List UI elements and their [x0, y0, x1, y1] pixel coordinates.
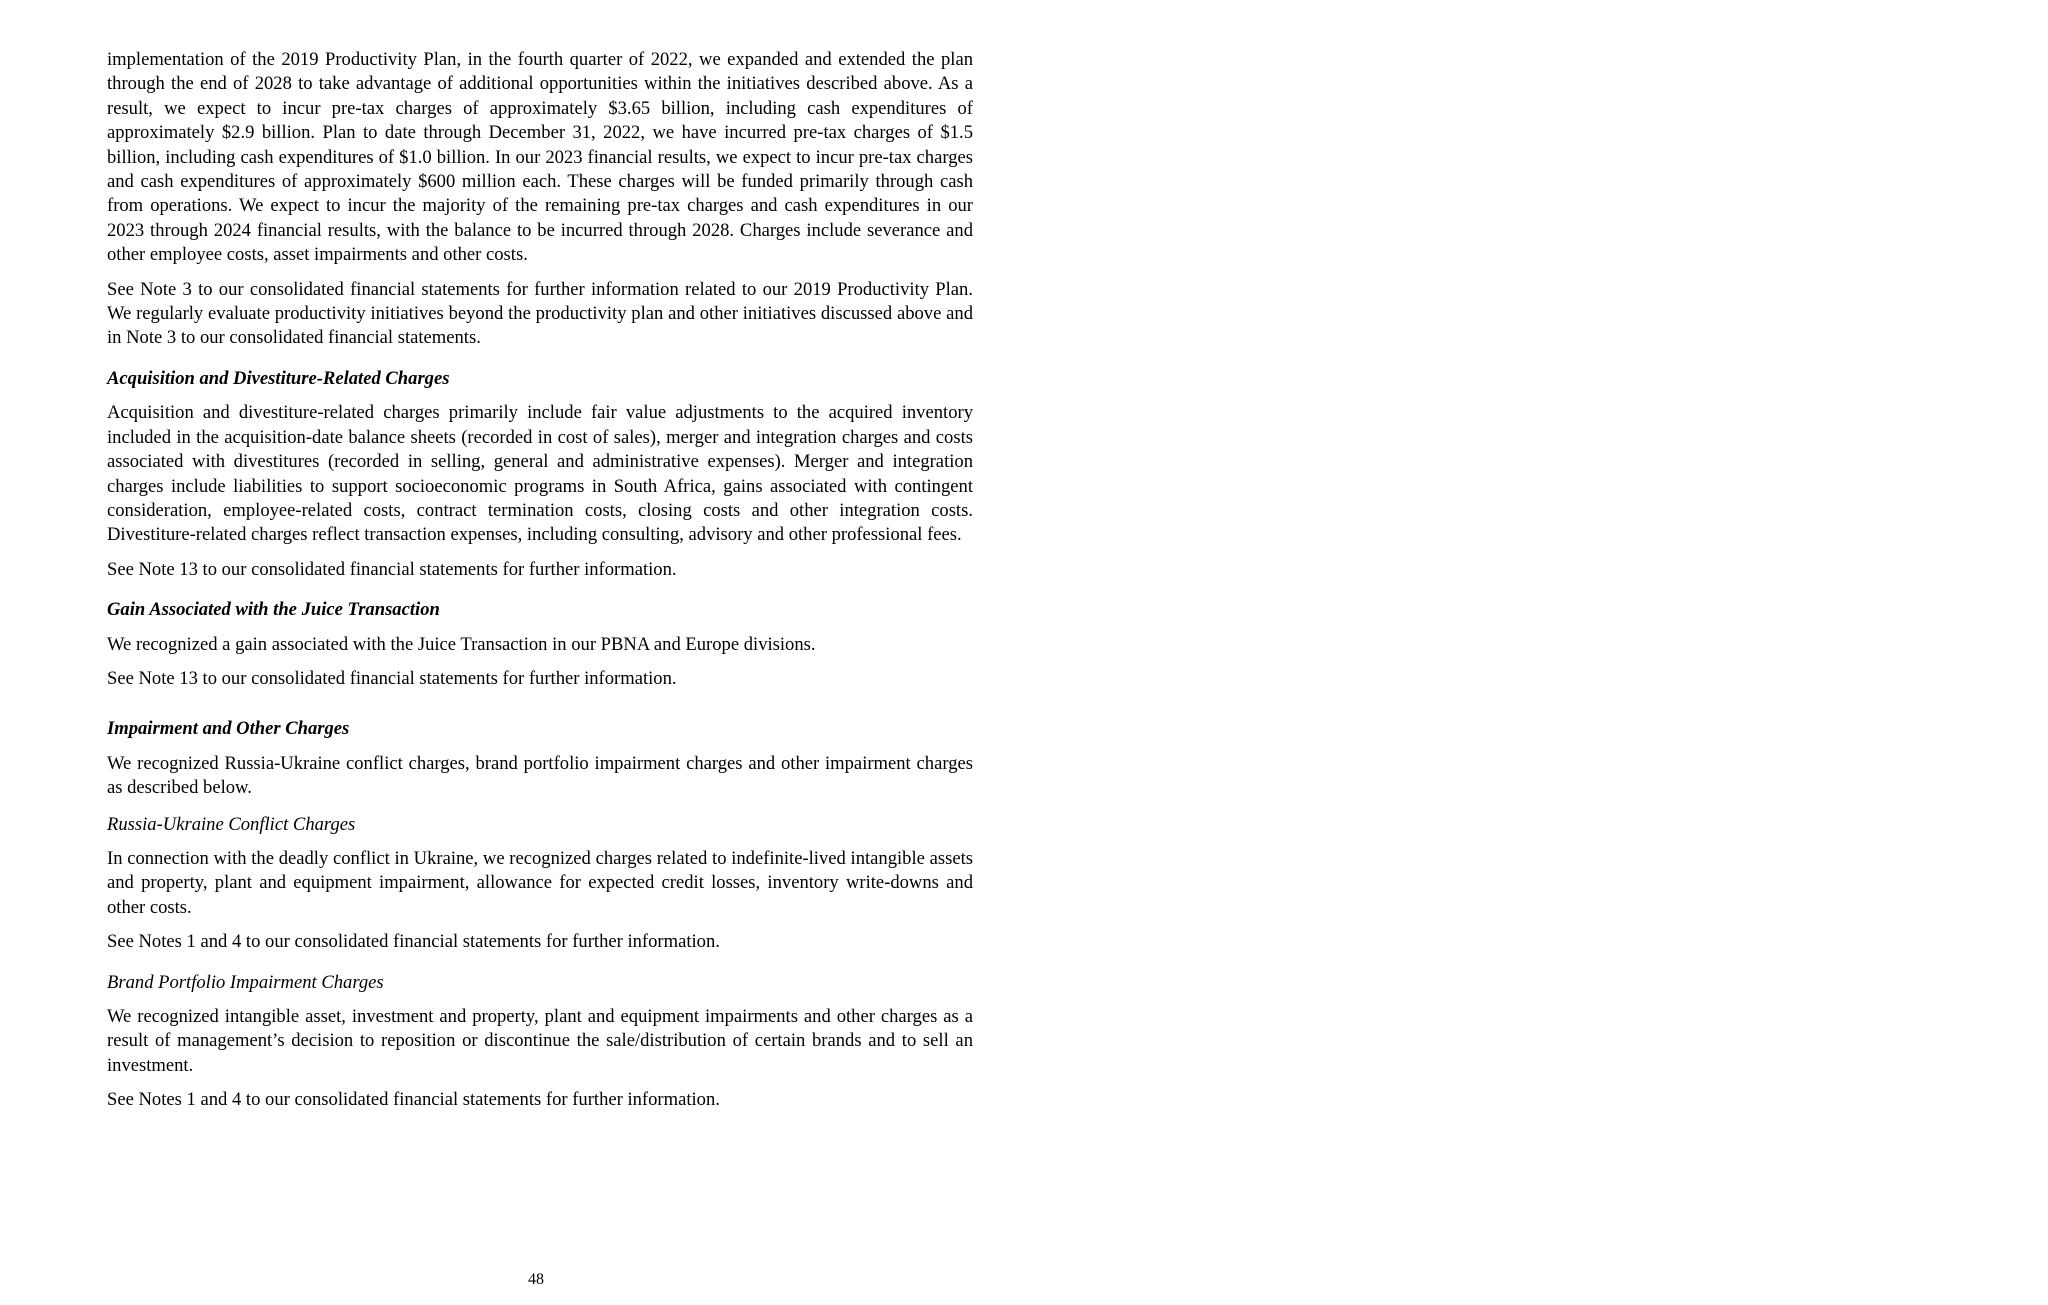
impairment-body: We recognized Russia-Ukraine conflict charges, brand portfolio impairment charges and other impairment charges as described below. [107, 752, 973, 799]
page-number: 48 [528, 1271, 544, 1288]
brand-portfolio-note: See Notes 1 and 4 to our consolidated financial statements for further information. [107, 1089, 720, 1111]
productivity-note-paragraph: See Note 3 to our consolidated financial statements for further information related to our 2019 Productivity Plan. We regularly evaluate productivity initiatives beyond the productivity plan and other initiatives discussed above and in Note 3 to our consolidated financial statements. [107, 278, 973, 349]
juice-note: See Note 13 to our consolidated financial statements for further information. [107, 667, 677, 689]
impairment-heading: Impairment and Other Charges [107, 718, 350, 740]
acquisition-heading: Acquisition and Divestiture-Related Charges [107, 367, 450, 389]
russia-ukraine-body: In connection with the deadly conflict in Ukraine, we recognized charges related to indefinite-lived intangible assets and property, plant and equipment impairment, allowance for expected credit losses, inventory write-downs and other costs. [107, 847, 973, 918]
brand-portfolio-body: We recognized intangible asset, investment and property, plant and equipment impairments and other charges as a result of management’s decision to reposition or discontinue the sale/distribution of certain brands and to sell an investment. [107, 1006, 973, 1076]
russia-ukraine-heading: Russia-Ukraine Conflict Charges [107, 813, 356, 835]
juice-heading: Gain Associated with the Juice Transaction [107, 599, 440, 621]
juice-body: We recognized a gain associated with the Juice Transaction in our PBNA and Europe divisions. [107, 633, 816, 655]
acquisition-body: Acquisition and divestiture-related charges primarily include fair value adjustments to the acquired inventory included in the acquisition-date balance sheets (recorded in cost of sales), merger and integration charges and costs associated with divestitures (recorded in selling, general and administrative expenses). Merger and integration charges include liabilities to support socioeconomic programs in South Africa, gains associated with contingent consideration, employee-related costs, contract termination costs, closing costs and other integration costs. Divestiture-related charges reflect transaction expenses, including consulting, advisory and other professional fees. [107, 402, 973, 546]
document-page [107, 48, 973, 1113]
acquisition-note: See Note 13 to our consolidated financial statements for further information. [107, 558, 677, 580]
productivity-plan-paragraph: implementation of the 2019 Productivity Plan, in the fourth quarter of 2022, we expanded and extended the plan through the end of 2028 to take advantage of additional opportunities within the initiatives described above. As a result, we expect to incur pre-tax charges of approximately $3.65 billion, including cash expenditures of approximately $2.9 billion. Plan to date through December 31, 2022, we have incurred pre-tax charges of $1.5 billion, including cash expenditures of $1.0 billion. In our 2023 financial results, we expect to incur pre-tax charges and cash expenditures of approximately $600 million each. These charges will be funded primarily through cash from operations. We expect to incur the majority of the remaining pre-tax charges and cash expenditures in our 2023 through 2024 financial results, with the balance to be incurred through 2028. Charges include severance and other employee costs, asset impairments and other costs. [107, 49, 973, 266]
russia-ukraine-note: See Notes 1 and 4 to our consolidated financial statements for further information. [107, 931, 720, 953]
brand-portfolio-heading: Brand Portfolio Impairment Charges [107, 971, 384, 993]
